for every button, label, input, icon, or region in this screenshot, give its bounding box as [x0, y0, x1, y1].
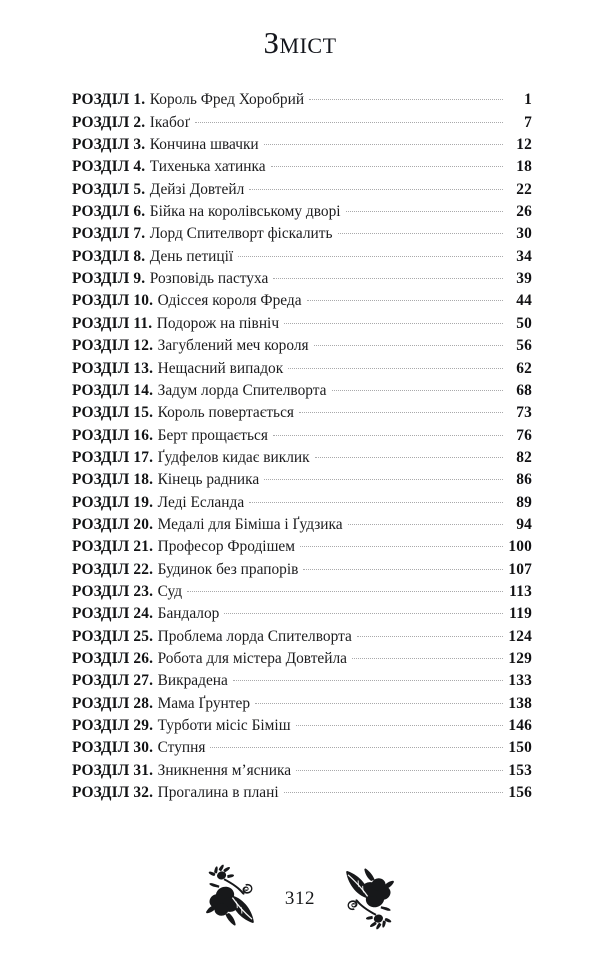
toc-entry-chapter-label: РОЗДІЛ 18. [72, 471, 154, 489]
toc-entry[interactable] [72, 581, 532, 603]
toc-entry-dot-leader [288, 357, 503, 372]
toc-entry-chapter-label: РОЗДІЛ 25. [72, 627, 154, 645]
toc-entry-dot-leader [307, 290, 503, 305]
toc-entry-title: Кончина швачки [149, 136, 259, 154]
page-footer [0, 862, 600, 932]
toc-entry-dot-leader [187, 581, 503, 596]
toc-entry-dot-leader [284, 782, 503, 797]
toc-entry-chapter-label: РОЗДІЛ 10. [72, 292, 154, 310]
toc-entry-title: Проблема лорда Спителворта [157, 627, 352, 645]
toc-entry-page-number: 62 [516, 359, 532, 377]
toc-entry[interactable] [72, 245, 532, 267]
toc-entry-dot-leader [238, 245, 503, 260]
toc-entry[interactable] [72, 648, 532, 670]
toc-entry-chapter-label: РОЗДІЛ 11. [72, 314, 153, 332]
toc-entry-page-number: 124 [508, 627, 532, 645]
toc-entry-page-number: 153 [508, 761, 532, 779]
toc-entry[interactable] [72, 402, 532, 424]
toc-entry-chapter-label: РОЗДІЛ 6. [72, 203, 146, 221]
toc-entry-title: Подорож на північ [156, 314, 280, 332]
toc-entry-dot-leader [332, 379, 503, 394]
toc-entry-page-number: 133 [508, 672, 532, 690]
toc-entry-title: Прогалина в плані [157, 784, 279, 802]
toc-entry-title: Зникнення м’ясника [157, 761, 292, 779]
toc-entry-title: Берт прощається [157, 426, 268, 444]
toc-entry-title: Бійка на королівському дворі [149, 203, 341, 221]
toc-entry[interactable] [72, 469, 532, 491]
toc-entry-chapter-label: РОЗДІЛ 26. [72, 649, 154, 667]
toc-entry[interactable] [72, 737, 532, 759]
toc-entry-dot-leader [303, 558, 503, 573]
toc-entry-page-number: 34 [516, 247, 532, 265]
toc-entry-chapter-label: РОЗДІЛ 20. [72, 515, 154, 533]
toc-entry-title: Будинок без прапорів [157, 560, 299, 578]
toc-entry-dot-leader [296, 715, 503, 730]
toc-entry-title: Суд [157, 582, 183, 600]
toc-entry-title: Загублений меч короля [157, 337, 309, 355]
toc-entry-chapter-label: РОЗДІЛ 16. [72, 426, 154, 444]
toc-entry-page-number: 76 [516, 426, 532, 444]
toc-entry[interactable] [72, 424, 532, 446]
toc-entry-page-number: 68 [516, 381, 532, 399]
toc-entry[interactable] [72, 670, 532, 692]
toc-entry-title: Кінець радника [157, 471, 260, 489]
toc-entry-page-number: 100 [508, 538, 532, 556]
toc-entry[interactable] [72, 379, 532, 401]
toc-entry-chapter-label: РОЗДІЛ 19. [72, 493, 154, 511]
toc-entry-page-number: 30 [516, 225, 532, 243]
toc-entry-page-number: 107 [508, 560, 532, 578]
toc-entry-dot-leader [195, 111, 503, 126]
toc-entry-page-number: 138 [508, 694, 532, 712]
toc-entry-page-number: 39 [516, 270, 532, 288]
toc-entry-chapter-label: РОЗДІЛ 31. [72, 761, 154, 779]
toc-entry-title: Задум лорда Спителворта [157, 381, 327, 399]
toc-entry-page-number: 50 [516, 314, 532, 332]
toc-entry-title: Турботи місіс Біміш [157, 717, 291, 735]
toc-entry-chapter-label: РОЗДІЛ 3. [72, 136, 146, 154]
toc-entry-dot-leader [315, 447, 503, 462]
toc-entry-page-number: 82 [516, 448, 532, 466]
toc-entry-chapter-label: РОЗДІЛ 29. [72, 717, 154, 735]
toc-entry-page-number: 113 [509, 582, 532, 600]
toc-entry-chapter-label: РОЗДІЛ 22. [72, 560, 154, 578]
toc-entry-dot-leader [233, 670, 503, 685]
toc-entry-chapter-label: РОЗДІЛ 17. [72, 448, 154, 466]
toc-entry-title: Ступня [157, 739, 206, 757]
toc-entry-title: Леді Есланда [157, 493, 245, 511]
toc-entry[interactable] [72, 134, 532, 156]
toc-entry[interactable] [72, 178, 532, 200]
toc-entry-dot-leader [224, 603, 503, 618]
botanical-sprig-ornament [201, 862, 267, 932]
toc-entry[interactable] [72, 603, 532, 625]
toc-entry-title: Король повертається [157, 404, 294, 422]
toc-entry[interactable] [72, 201, 532, 223]
toc-entry-dot-leader [357, 625, 503, 640]
toc-entry[interactable] [72, 491, 532, 513]
toc-entry[interactable] [72, 759, 532, 781]
page-number: 312 [284, 888, 316, 909]
toc-entry-dot-leader [296, 759, 503, 774]
toc-entry-page-number: 89 [516, 493, 532, 511]
toc-entry-dot-leader [271, 156, 503, 171]
toc-entry-chapter-label: РОЗДІЛ 24. [72, 605, 154, 623]
toc-entry-page-number: 22 [516, 180, 532, 198]
toc-entry-dot-leader [210, 737, 503, 752]
toc-entry[interactable] [72, 558, 532, 580]
toc-entry-page-number: 7 [524, 113, 532, 131]
toc-entry-chapter-label: РОЗДІЛ 7. [72, 225, 146, 243]
botanical-sprig-ornament-mirrored [333, 862, 399, 932]
toc-entry-chapter-label: РОЗДІЛ 14. [72, 381, 154, 399]
toc-entry-title: Король Фред Хоробрий [149, 91, 305, 109]
toc-entry-chapter-label: РОЗДІЛ 32. [72, 784, 154, 802]
toc-entry-page-number: 18 [516, 158, 532, 176]
toc-entry[interactable] [72, 312, 532, 334]
toc-entry-dot-leader [309, 89, 503, 104]
toc-entry-page-number: 156 [508, 784, 532, 802]
toc-entry-chapter-label: РОЗДІЛ 21. [72, 538, 154, 556]
toc-entry-dot-leader [348, 514, 503, 529]
toc-entry-title: Розповідь пастуха [149, 270, 269, 288]
toc-entry-chapter-label: РОЗДІЛ 12. [72, 337, 154, 355]
toc-entry-page-number: 150 [508, 739, 532, 757]
toc-entry-chapter-label: РОЗДІЛ 2. [72, 113, 146, 131]
toc-entry[interactable] [72, 447, 532, 469]
toc-entry-title: Медалі для Біміша і Ґудзика [157, 515, 343, 533]
toc-entry-page-number: 129 [508, 649, 532, 667]
toc-entry-page-number: 146 [508, 717, 532, 735]
toc-entry-chapter-label: РОЗДІЛ 9. [72, 270, 146, 288]
toc-entry-dot-leader [352, 648, 503, 663]
toc-entry[interactable] [72, 625, 532, 647]
toc-entry-title: Бандалор [157, 605, 220, 623]
toc-entry-dot-leader [264, 469, 503, 484]
toc-entry-chapter-label: РОЗДІЛ 4. [72, 158, 146, 176]
toc-entry-page-number: 26 [516, 203, 532, 221]
toc-entry[interactable] [72, 357, 532, 379]
toc-entry-title: Лорд Спителворт фіскалить [149, 225, 333, 243]
toc-entry-title: Одіссея короля Фреда [157, 292, 302, 310]
toc-entry[interactable] [72, 715, 532, 737]
toc-entry-title: Дейзі Довтейл [149, 180, 245, 198]
page-title: Зміст [263, 25, 337, 60]
toc-entry-list [72, 89, 532, 804]
toc-entry-dot-leader [273, 424, 503, 439]
toc-entry-dot-leader [284, 312, 503, 327]
toc-entry-chapter-label: РОЗДІЛ 5. [72, 180, 146, 198]
toc-entry[interactable] [72, 335, 532, 357]
toc-entry-chapter-label: РОЗДІЛ 28. [72, 694, 154, 712]
toc-entry[interactable] [72, 223, 532, 245]
toc-entry-dot-leader [338, 223, 503, 238]
toc-entry-dot-leader [273, 268, 503, 283]
toc-entry-title: Мама Ґрунтер [157, 694, 251, 712]
toc-entry-page-number: 44 [516, 292, 532, 310]
toc-entry-chapter-label: РОЗДІЛ 30. [72, 739, 154, 757]
toc-entry[interactable] [72, 290, 532, 312]
toc-entry[interactable] [72, 89, 532, 111]
toc-entry-title: Викрадена [157, 672, 228, 690]
toc-entry-dot-leader [249, 178, 503, 193]
toc-entry-page-number: 1 [524, 91, 532, 109]
toc-entry-chapter-label: РОЗДІЛ 8. [72, 247, 146, 265]
toc-entry-title: Професор Фродішем [157, 538, 296, 556]
toc-entry-dot-leader [300, 536, 503, 551]
toc-entry-dot-leader [264, 134, 503, 149]
toc-entry-title: Ікабоґ [149, 113, 190, 131]
toc-entry-chapter-label: РОЗДІЛ 15. [72, 404, 154, 422]
toc-entry-title: Ґудфелов кидає виклик [157, 448, 310, 466]
toc-entry-chapter-label: РОЗДІЛ 1. [72, 91, 146, 109]
toc-entry[interactable] [72, 692, 532, 714]
toc-entry-dot-leader [249, 491, 503, 506]
toc-entry-page-number: 12 [516, 136, 532, 154]
toc-entry-dot-leader [314, 335, 503, 350]
toc-entry-chapter-label: РОЗДІЛ 13. [72, 359, 154, 377]
toc-entry-chapter-label: РОЗДІЛ 23. [72, 582, 154, 600]
toc-entry-title: Робота для містера Довтейла [157, 649, 347, 667]
toc-entry-dot-leader [299, 402, 503, 417]
toc-entry-dot-leader [255, 692, 503, 707]
toc-entry-dot-leader [346, 201, 503, 216]
toc-entry[interactable] [72, 111, 532, 133]
toc-entry-page-number: 86 [516, 471, 532, 489]
toc-entry-page-number: 119 [509, 605, 532, 623]
toc-entry[interactable] [72, 782, 532, 804]
toc-entry[interactable] [72, 514, 532, 536]
toc-entry-title: Нещасний випадок [157, 359, 284, 377]
toc-entry[interactable] [72, 156, 532, 178]
toc-entry-page-number: 94 [516, 515, 532, 533]
toc-entry-page-number: 73 [516, 404, 532, 422]
toc-entry-title: Тихенька хатинка [149, 158, 266, 176]
toc-entry-title: День петиції [149, 247, 234, 265]
toc-entry-page-number: 56 [516, 337, 532, 355]
toc-entry-chapter-label: РОЗДІЛ 27. [72, 672, 154, 690]
toc-entry[interactable] [72, 536, 532, 558]
toc-entry[interactable] [72, 268, 532, 290]
